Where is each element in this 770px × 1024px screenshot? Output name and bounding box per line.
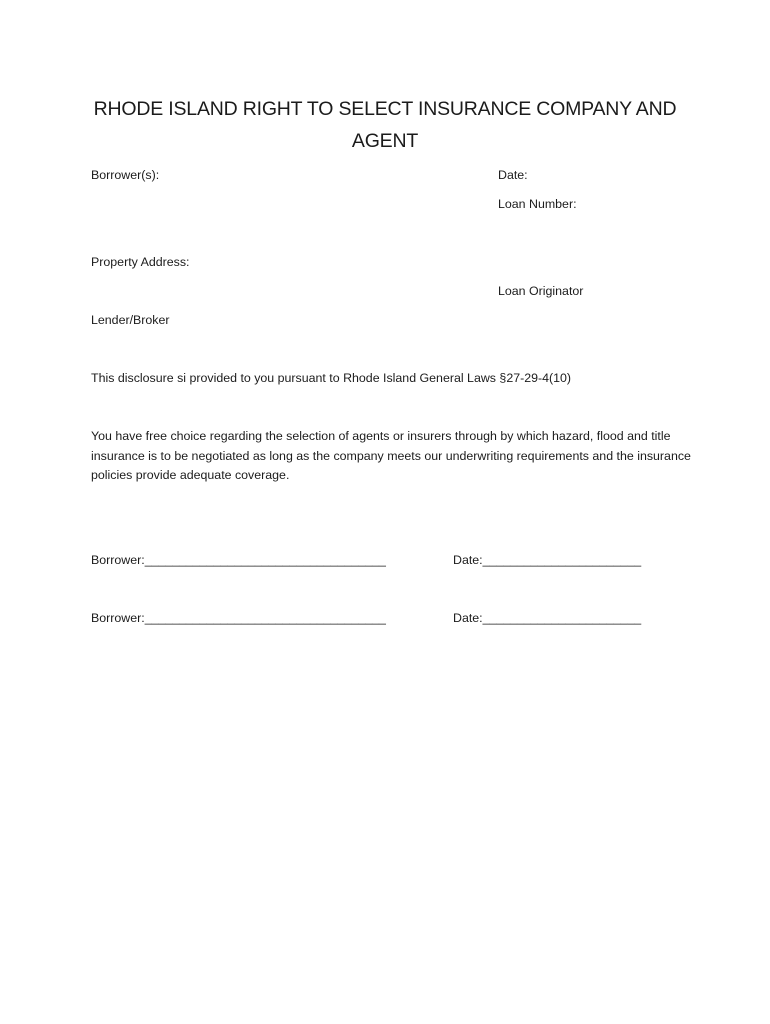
disclosure-text: This disclosure si provided to you pursuant to Rhode Island General Laws §27-29-4(10) bbox=[91, 371, 572, 385]
date-signature-line-2: Date:_______________________ bbox=[453, 611, 642, 625]
lender-broker-label: Lender/Broker bbox=[91, 313, 170, 327]
borrowers-label: Borrower(s): bbox=[91, 168, 160, 182]
date-label: Date: bbox=[498, 168, 528, 182]
loan-number-label: Loan Number: bbox=[498, 197, 577, 211]
borrower-signature-line-2: Borrower:___________________________________ bbox=[91, 611, 386, 625]
free-choice-text: You have free choice regarding the selection of agents or insurers through by which hazard, flood and title insurance is to be negotiated as long as the company meets our underwriting requirements and the insurance policies provide adequate coverage. bbox=[91, 429, 691, 482]
loan-originator-label: Loan Originator bbox=[498, 284, 584, 298]
property-address-label: Property Address: bbox=[91, 255, 190, 269]
date-signature-line-1: Date:_______________________ bbox=[453, 553, 642, 567]
document-title: RHODE ISLAND RIGHT TO SELECT INSURANCE COMPANY AND AGENT bbox=[93, 98, 677, 152]
borrower-signature-line-1: Borrower:___________________________________ bbox=[91, 553, 386, 567]
